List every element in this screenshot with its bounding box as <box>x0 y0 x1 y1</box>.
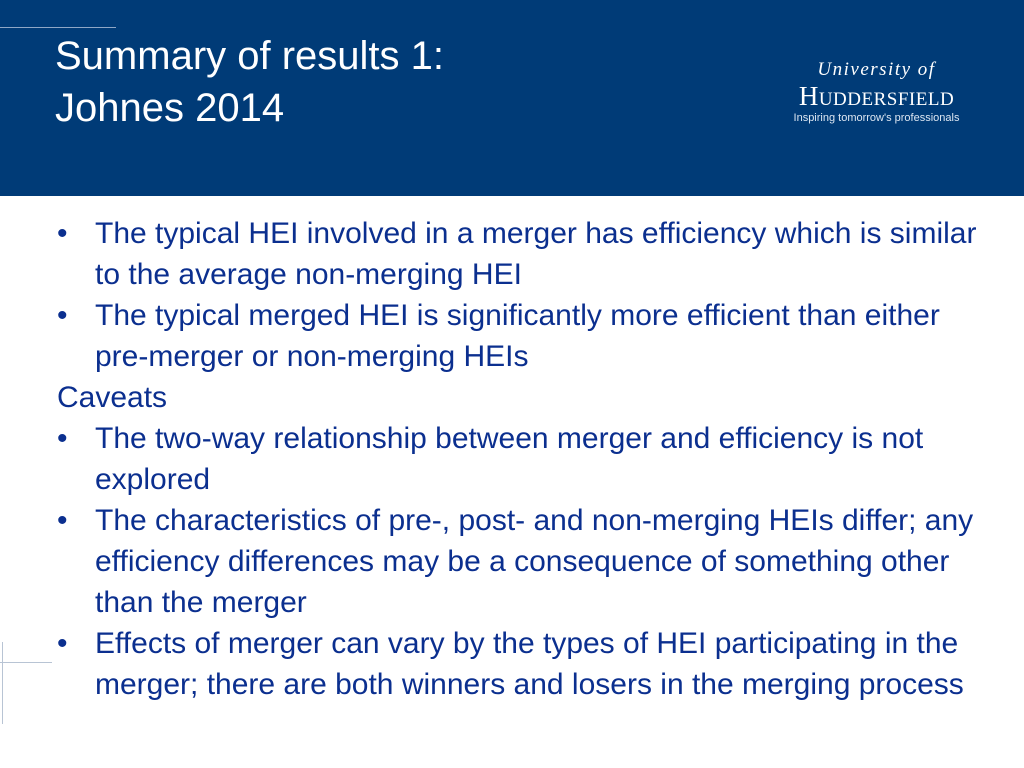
list-item <box>57 623 977 705</box>
caveats-heading-text: Caveats <box>57 381 168 414</box>
caveats-heading <box>57 377 977 418</box>
bullet-icon: • <box>57 504 68 537</box>
content-list <box>57 213 977 705</box>
bullet-icon: • <box>57 422 68 455</box>
corner-rule-bottom-vertical <box>2 642 3 724</box>
list-item <box>57 500 977 623</box>
logo-huddersfield: Huddersfield <box>798 81 955 111</box>
list-item-text: The characteristics of pre-, post- and non-merging HEIs differ; any efficiency differences may be a consequence of something other than the merger <box>95 504 974 619</box>
list-item-text: The typical merged HEI is significantly more efficient than either pre-merger or non-merging HEIs <box>95 299 940 373</box>
list-item-text: The typical HEI involved in a merger has efficiency which is similar to the average non-merging HEI <box>95 217 977 291</box>
slide-title-line-2: Johnes 2014 <box>55 86 285 130</box>
corner-rule-bottom-horizontal <box>0 662 52 663</box>
list-item <box>57 213 977 295</box>
logo-tagline: Inspiring tomorrow's professionals <box>793 112 960 124</box>
list-item <box>57 295 977 377</box>
bullet-icon: • <box>57 217 68 250</box>
university-logo <box>784 58 969 126</box>
slide-title <box>55 30 444 134</box>
bullet-icon: • <box>57 299 68 332</box>
list-item-text: The two-way relationship between merger and efficiency is not explored <box>95 422 924 496</box>
header-banner <box>0 0 1024 196</box>
list-item-text: Effects of merger can vary by the types of HEI participating in the merger; there are both winners and losers in the merging process <box>95 627 964 701</box>
bullet-icon: • <box>57 627 68 660</box>
list-item <box>57 418 977 500</box>
corner-rule-top <box>0 27 116 28</box>
logo-university-of: University of <box>817 59 936 80</box>
slide-title-line-1: Summary of results 1: <box>55 34 445 78</box>
